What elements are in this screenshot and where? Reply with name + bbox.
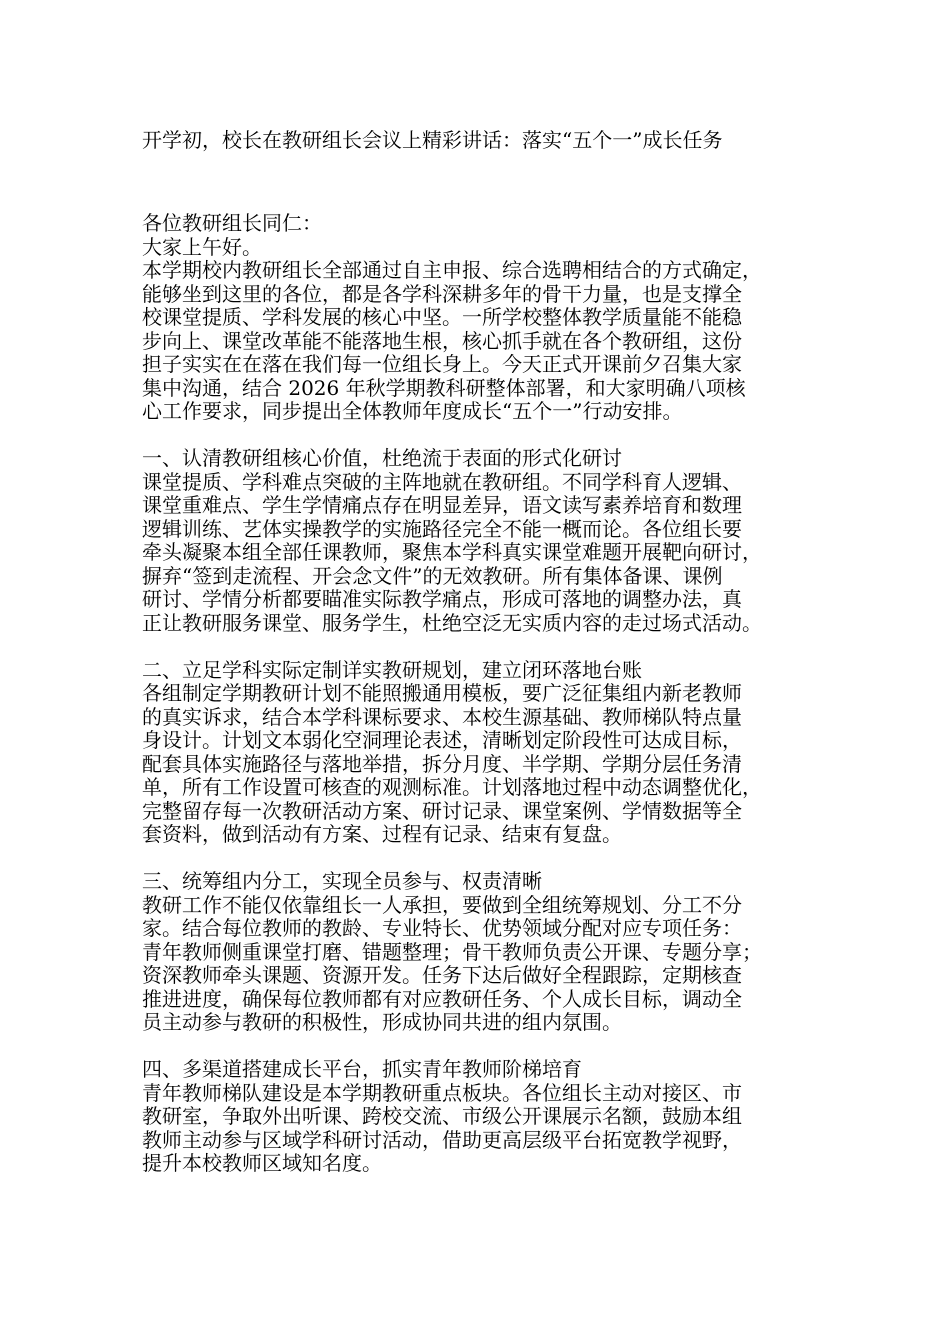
salutation: 各位教研组长同仁： [142, 211, 322, 235]
paragraph-line: 身设计。计划文本弱化空洞理论表述，清晰划定阶段性可达成目标， [142, 728, 742, 752]
paragraph-line: 心工作要求，同步提出全体教师年度成长“五个一”行动安排。 [142, 399, 683, 423]
section-heading: 二、立足学科实际定制详实教研规划，建立闭环落地台账 [142, 657, 642, 682]
section-4 [142, 1058, 832, 1176]
paragraph-line: 套资料，做到活动有方案、过程有记录、结束有复盘。 [142, 822, 622, 846]
section-heading: 三、统筹组内分工，实现全员参与、权责清晰 [142, 869, 542, 893]
section-3 [142, 870, 832, 1035]
paragraph-line: 单，所有工作设置可核查的观测标准。计划落地过程中动态调整优化， [142, 775, 762, 799]
paragraph-line: 正让教研服务课堂、服务学生，杜绝空泛无实质内容的走过场式活动。 [142, 610, 762, 635]
paragraph-line: 集中沟通，结合 2026 年秋学期教科研整体部署，和大家明确八项核 [142, 375, 746, 400]
paragraph-spacer [142, 424, 832, 448]
paragraph-line: 研讨、学情分析都要瞄准实际教学痛点，形成可落地的调整办法，真 [142, 587, 742, 611]
paragraph-line: 资深教师牵头课题、资源开发。任务下达后做好全程跟踪，定期核查 [142, 963, 742, 987]
greeting: 大家上午好。 [142, 234, 262, 259]
document-page [142, 126, 832, 1176]
paragraph-line: 教研室，争取外出听课、跨校交流、市级公开课展示名额，鼓励本组 [142, 1104, 742, 1128]
section-2 [142, 659, 832, 847]
paragraph-line: 配套具体实施路径与落地举措，拆分月度、半学期、学期分层任务清 [142, 751, 742, 776]
paragraph-line: 课堂重难点、学生学情痛点存在明显差异，语文读写素养培育和数理 [142, 493, 742, 517]
paragraph-line: 提升本校教师区域知名度。 [142, 1151, 382, 1175]
paragraph-line: 步向上、课堂改革能不能落地生根，核心抓手就在各个教研组，这份 [142, 328, 742, 353]
paragraph-line: 逻辑训练、艺体实操教学的实施路径完全不能一概而论。各位组长要 [142, 516, 742, 541]
paragraph-spacer [142, 635, 832, 659]
paragraph-line: 各组制定学期教研计划不能照搬通用模板，要广泛征集组内新老教师 [142, 681, 742, 705]
paragraph-line: 本学期校内教研组长全部通过自主申报、综合选聘相结合的方式确定， [142, 258, 762, 282]
paragraph-line: 完整留存每一次教研活动方案、研讨记录、课堂案例、学情数据等全 [142, 798, 742, 823]
paragraph-line: 课堂提质、学科难点突破的主阵地就在教研组。不同学科育人逻辑、 [142, 469, 742, 494]
paragraph-line: 员主动参与教研的积极性，形成协同共进的组内氛围。 [142, 1010, 622, 1034]
paragraph-line: 家。结合每位教师的教龄、专业特长、优势领域分配对应专项任务： [142, 916, 742, 940]
paragraph-line: 的真实诉求，结合本学科课标要求、本校生源基础、教师梯队特点量 [142, 704, 742, 729]
paragraph-line: 校课堂提质、学科发展的核心中坚。一所学校整体教学质量能不能稳 [142, 305, 742, 329]
section-heading: 四、多渠道搭建成长平台，抓实青年教师阶梯培育 [142, 1057, 582, 1081]
paragraph-line: 担子实实在在落在我们每一位组长身上。今天正式开课前夕召集大家 [142, 352, 742, 376]
intro-paragraph [142, 259, 832, 424]
paragraph-spacer [142, 1035, 832, 1059]
paragraph-spacer [142, 847, 832, 871]
paragraph-line: 青年教师梯队建设是本学期教研重点板块。各位组长主动对接区、市 [142, 1080, 742, 1105]
paragraph-line: 牵头凝聚本组全部任课教师，聚焦本学科真实课堂难题开展靶向研讨， [142, 540, 762, 564]
paragraph-line: 青年教师侧重课堂打磨、错题整理；骨干教师负责公开课、专题分享； [142, 939, 762, 964]
paragraph-line: 教师主动参与区域学科研讨活动，借助更高层级平台拓宽教学视野， [142, 1127, 742, 1152]
paragraph-line: 推进进度，确保每位教师都有对应教研任务、个人成长目标，调动全 [142, 986, 742, 1011]
section-1 [142, 447, 832, 635]
section-heading: 一、认清教研组核心价值，杜绝流于表面的形式化研讨 [142, 446, 622, 470]
document-title: 开学初，校长在教研组长会议上精彩讲话：落实“五个一”成长任务 [142, 128, 723, 152]
paragraph-line: 能够坐到这里的各位，都是各学科深耕多年的骨干力量，也是支撑全 [142, 281, 742, 306]
paragraph-line: 摒弃“签到走流程、开会念文件”的无效教研。所有集体备课、课例 [142, 563, 723, 588]
paragraph-line: 教研工作不能仅依靠组长一人承担，要做到全组统筹规划、分工不分 [142, 892, 742, 917]
